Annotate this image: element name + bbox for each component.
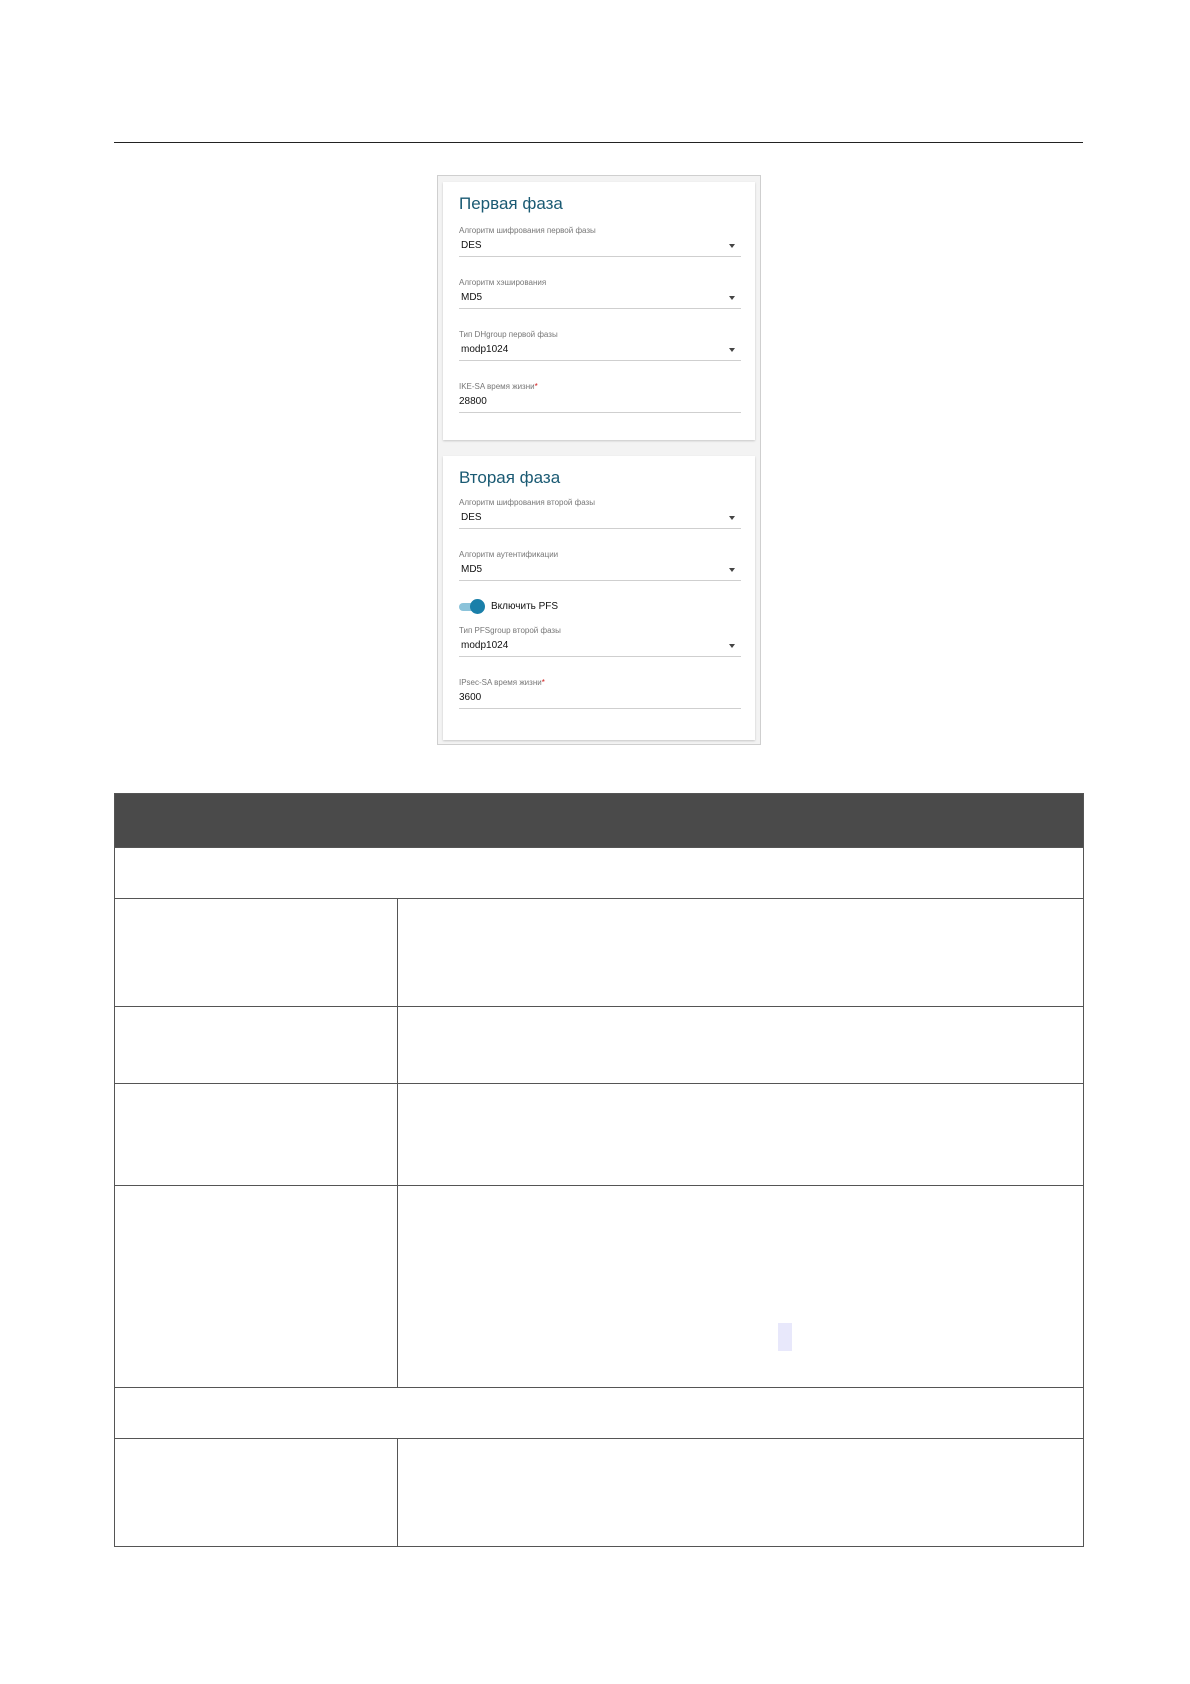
phase2-auth-select[interactable] xyxy=(459,550,741,586)
field-label xyxy=(459,382,538,391)
caret-down-icon xyxy=(729,516,735,520)
pfs-toggle[interactable] xyxy=(459,599,659,615)
table-row xyxy=(115,1439,1084,1547)
table-header-row xyxy=(115,794,1084,848)
field-label: Тип PFSgroup второй фазы xyxy=(459,626,561,635)
phase1-hash-select[interactable] xyxy=(459,278,741,314)
field-value: DES xyxy=(461,240,482,251)
table-cell-desc xyxy=(398,1439,1084,1547)
phase2-title: Вторая фаза xyxy=(459,468,561,487)
caret-down-icon xyxy=(729,348,735,352)
field-label: Тип DHgroup первой фазы xyxy=(459,330,558,339)
field-underline xyxy=(459,308,741,309)
table-cell-desc xyxy=(398,1186,1084,1388)
phase2-pfsgroup-select[interactable] xyxy=(459,626,741,662)
field-underline xyxy=(459,580,741,581)
table-cell-desc xyxy=(398,1084,1084,1186)
table-section-row xyxy=(115,848,1084,899)
field-value: modp1024 xyxy=(461,640,509,651)
table-section-cell xyxy=(115,1388,1084,1439)
field-value: 28800 xyxy=(459,396,487,407)
field-value: 3600 xyxy=(459,692,482,703)
field-underline xyxy=(459,656,741,657)
field-underline xyxy=(459,528,741,529)
phase1-card xyxy=(443,182,755,440)
table-row xyxy=(115,899,1084,1007)
table-row xyxy=(115,1186,1084,1388)
required-mark: * xyxy=(534,382,538,391)
field-label: Алгоритм шифрования второй фазы xyxy=(459,498,595,507)
phase1-dhgroup-select[interactable] xyxy=(459,330,741,366)
table-section-cell xyxy=(115,848,1084,899)
phase2-encryption-select[interactable] xyxy=(459,498,741,534)
table-cell-param xyxy=(115,1007,398,1084)
field-label xyxy=(459,678,545,687)
pfs-toggle-label: Включить PFS xyxy=(491,601,559,612)
table-cell-param xyxy=(115,1186,398,1388)
caret-down-icon xyxy=(729,644,735,648)
field-value: DES xyxy=(461,512,482,523)
phase1-encryption-select[interactable] xyxy=(459,226,741,262)
field-underline xyxy=(459,360,741,361)
field-label: Алгоритм хэширования xyxy=(459,278,547,287)
caret-down-icon xyxy=(729,244,735,248)
header-rule xyxy=(114,142,1083,143)
settings-screenshot xyxy=(437,175,761,745)
field-underline xyxy=(459,708,741,709)
phase2-card xyxy=(443,456,755,740)
table-section-row xyxy=(115,1388,1084,1439)
field-value: MD5 xyxy=(461,564,483,575)
field-label: Алгоритм аутентификации xyxy=(459,550,559,559)
field-value: MD5 xyxy=(461,292,483,303)
parameters-table xyxy=(114,793,1084,1547)
field-value: modp1024 xyxy=(461,344,509,355)
field-label: Алгоритм шифрования первой фазы xyxy=(459,226,596,235)
field-underline xyxy=(459,412,741,413)
field-label-text: IPsec-SA время жизни xyxy=(459,678,542,687)
text-cursor-marker xyxy=(778,1323,792,1351)
table-cell-param xyxy=(115,899,398,1007)
table-row xyxy=(115,1007,1084,1084)
toggle-knob xyxy=(470,599,485,614)
field-label-text: IKE-SA время жизни xyxy=(459,382,535,391)
phase1-title: Первая фаза xyxy=(459,194,563,213)
ipsec-sa-lifetime-input[interactable] xyxy=(459,678,741,714)
required-mark: * xyxy=(541,678,545,687)
table-cell-param xyxy=(115,1084,398,1186)
table-cell-desc xyxy=(398,1007,1084,1084)
field-underline xyxy=(459,256,741,257)
table-cell-desc xyxy=(398,899,1084,1007)
table-row xyxy=(115,1084,1084,1186)
caret-down-icon xyxy=(729,568,735,572)
caret-down-icon xyxy=(729,296,735,300)
table-header-cell xyxy=(115,794,1084,848)
table-cell-param xyxy=(115,1439,398,1547)
ike-sa-lifetime-input[interactable] xyxy=(459,382,741,418)
